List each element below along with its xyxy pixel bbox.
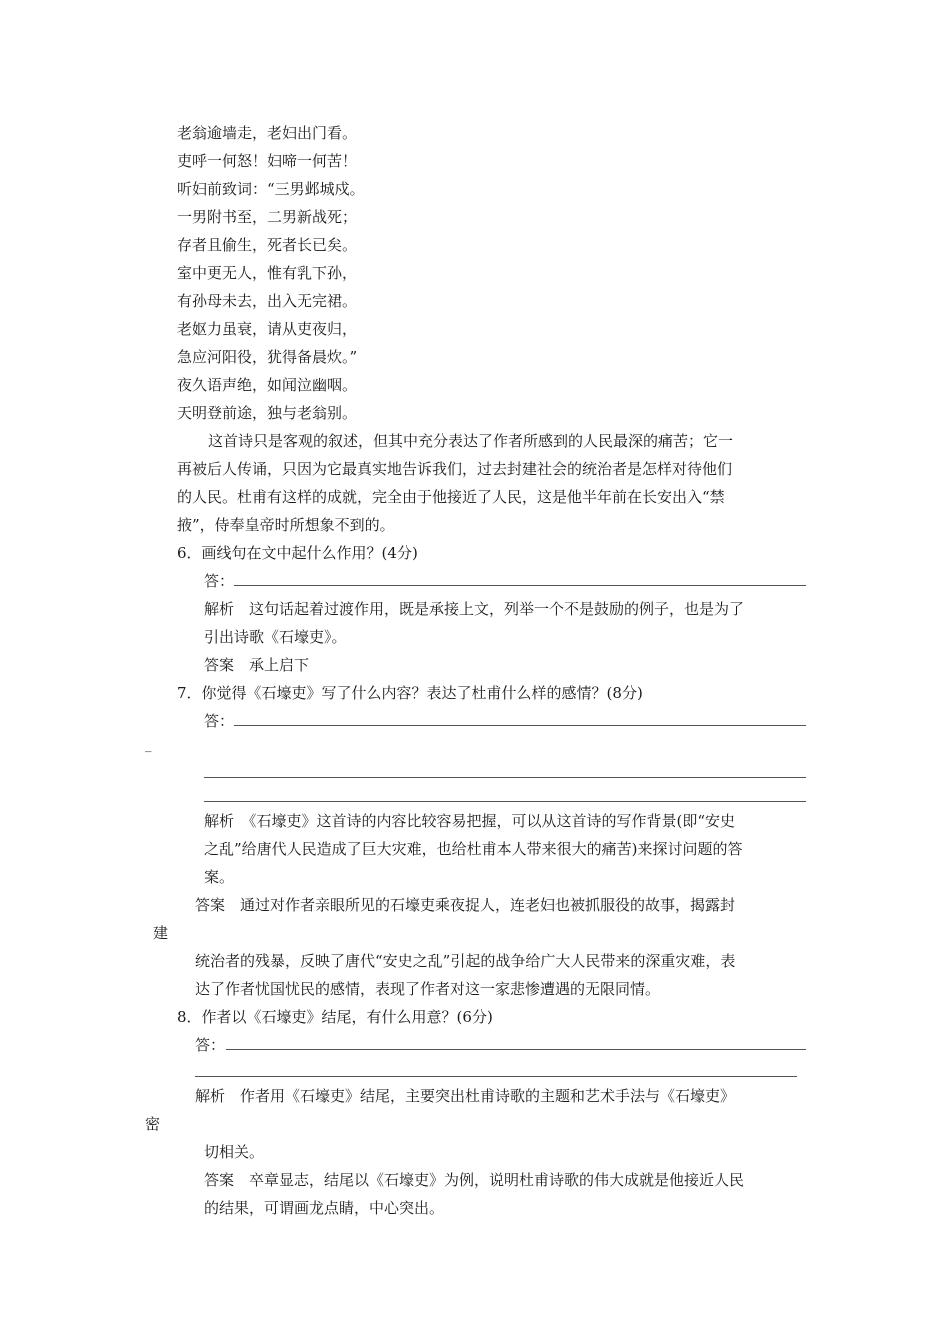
poem-line: 室中更无人，惟有乳下孙， <box>177 264 358 282</box>
poem-line: 听妇前致词：“三男邺城戍。 <box>177 180 365 198</box>
answer-prefix: 答： <box>195 1036 226 1054</box>
poem-line: 存者且偷生，死者长已矣。 <box>177 236 358 254</box>
margin-mark: _ <box>145 738 152 753</box>
poem-line: 吏呼一何怒！妇啼一何苦！ <box>177 152 358 170</box>
poem-line: 老妪力虽衰，请从吏夜归， <box>177 320 358 338</box>
answer-line[interactable] <box>204 777 806 778</box>
poem-line: 有孙母未去，出入无完裙。 <box>177 292 358 310</box>
answer-line[interactable] <box>226 1049 806 1050</box>
analysis-text: 案。 <box>204 868 235 886</box>
answer-text: 达了作者忧国忧民的感情，表现了作者对这一家悲惨遭遇的无限同情。 <box>195 980 661 998</box>
analysis-wrap-char: 密 <box>145 1115 161 1133</box>
answer-prefix: 答： <box>204 572 235 590</box>
poem-line: 夜久语声绝，如闻泣幽咽。 <box>177 376 358 394</box>
answer-text: 答案 卒章显志，结尾以《石壕吏》为例，说明杜甫诗歌的伟大成就是他接近人民 <box>204 1171 745 1189</box>
answer-wrap-char: 建 <box>153 924 169 942</box>
answer-text: 答案 承上启下 <box>204 656 310 674</box>
analysis-text: 切相关。 <box>204 1143 265 1161</box>
answer-line[interactable] <box>234 585 806 586</box>
paragraph-line: 掖”，侍奉皇帝时所想象不到的。 <box>177 516 395 534</box>
answer-text: 的结果，可谓画龙点睛，中心突出。 <box>204 1199 445 1217</box>
paragraph-line: 再被后人传诵，只因为它最真实地告诉我们，过去封建社会的统治者是怎样对待他们 <box>177 460 733 478</box>
paragraph-line: 的人民。杜甫有这样的成就，完全由于他接近了人民，这是他半年前在长安出入“禁 <box>177 488 725 506</box>
answer-line[interactable] <box>234 725 806 726</box>
analysis-text: 引出诗歌《石壕吏》。 <box>204 628 347 646</box>
paragraph-line: 这首诗只是客观的叙述，但其中充分表达了作者所感到的人民最深的痛苦；它一 <box>208 432 734 450</box>
answer-line[interactable] <box>204 801 806 802</box>
question-text: 6．画线句在文中起什么作用？(4分) <box>177 544 418 562</box>
analysis-text: 之乱”给唐代人民造成了巨大灾难，也给杜甫本人带来很大的痛苦)来探讨问题的答 <box>204 840 743 858</box>
question-text: 8．作者以《石壕吏》结尾，有什么用意？(6分) <box>177 1008 493 1026</box>
answer-line[interactable] <box>195 1076 797 1077</box>
poem-line: 老翁逾墙走，老妇出门看。 <box>177 124 358 142</box>
poem-line: 急应河阳役，犹得备晨炊。” <box>177 348 358 366</box>
analysis-text: 解析 《石壕吏》这首诗的内容比较容易把握，可以从这首诗的写作背景(即“安史 <box>204 812 736 830</box>
poem-line: 天明登前途，独与老翁别。 <box>177 404 358 422</box>
poem-line: 一男附书至，二男新战死； <box>177 208 358 226</box>
analysis-text: 解析 作者用《石壕吏》结尾，主要突出杜甫诗歌的主题和艺术手法与《石壕吏》 <box>195 1087 736 1105</box>
answer-prefix: 答： <box>204 712 235 730</box>
answer-text: 统治者的残暴，反映了唐代“安史之乱”引起的战争给广大人民带来的深重灾难，表 <box>195 952 736 970</box>
answer-text: 答案 通过对作者亲眼所见的石壕吏乘夜捉人，连老妇也被抓服役的故事，揭露封 <box>195 896 736 914</box>
question-text: 7．你觉得《石壕吏》写了什么内容？表达了杜甫什么样的感情？(8分) <box>177 684 643 702</box>
analysis-text: 解析 这句话起着过渡作用，既是承接上文，列举一个不是鼓励的例子，也是为了 <box>204 600 745 618</box>
